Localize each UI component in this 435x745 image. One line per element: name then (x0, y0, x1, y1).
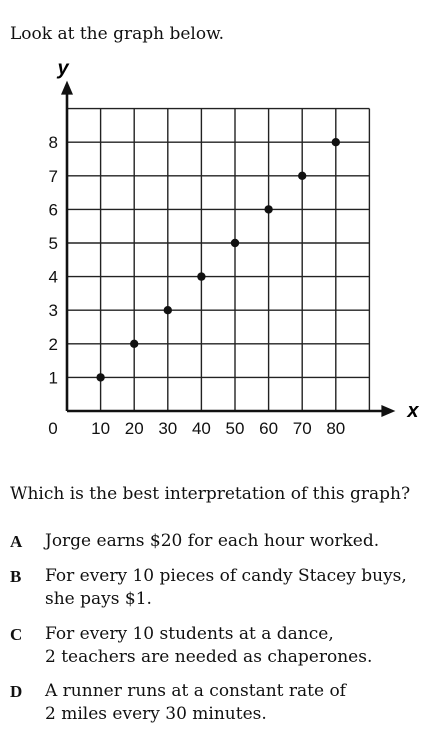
y-tick-label: 6 (48, 200, 58, 220)
choice-c-text: For every 10 students at a dance, 2 teachers are needed as chaperones. (45, 624, 373, 667)
y-tick-label: 1 (48, 368, 58, 388)
axes (56, 58, 419, 422)
data-point (197, 272, 205, 280)
data-point (231, 239, 239, 247)
choice-c-letter: C (10, 625, 23, 644)
data-point (298, 172, 306, 180)
scatter-graph (0, 57, 432, 450)
y-tick-label: 5 (48, 234, 58, 253)
y-tick-label: 4 (48, 267, 58, 287)
choice-b-text: For every 10 pieces of candy Stacey buys, she pays $1. (45, 566, 407, 609)
data-point (264, 205, 272, 213)
choice-d-letter: D (10, 682, 23, 701)
x-axis-arrow (381, 405, 395, 417)
data-point (164, 306, 172, 314)
x-tick-label: 50 (225, 419, 245, 438)
x-tick-label: 60 (259, 419, 279, 438)
data-points (96, 138, 340, 382)
y-axis-label: y (57, 57, 69, 80)
x-tick-label: 30 (158, 419, 178, 438)
choice-a-letter: A (10, 532, 23, 551)
y-tick-label: 8 (48, 133, 58, 153)
origin-label: 0 (48, 419, 58, 438)
intro-text: Look at the graph below. (10, 24, 225, 44)
grid (67, 109, 369, 411)
x-tick-label: 40 (191, 419, 211, 438)
y-tick-label: 7 (48, 166, 58, 186)
x-tick-label: 70 (292, 419, 312, 438)
y-axis-arrow (61, 81, 73, 95)
y-tick-label: 3 (48, 301, 58, 321)
choice-a-text: Jorge earns $20 for each hour worked. (45, 531, 380, 551)
data-point (130, 340, 138, 348)
x-axis-label: x (407, 400, 419, 422)
choice-b-letter: B (10, 567, 22, 586)
question-text: Which is the best interpretation of this graph? (10, 484, 411, 504)
data-point (96, 373, 104, 381)
data-point (332, 138, 340, 146)
y-tick-label: 2 (48, 334, 58, 354)
x-tick-label: 20 (124, 419, 144, 438)
choice-d-text: A runner runs at a constant rate of 2 miles every 30 minutes. (45, 681, 346, 724)
x-tick-label: 10 (91, 419, 111, 438)
x-tick-label: 80 (326, 419, 346, 438)
